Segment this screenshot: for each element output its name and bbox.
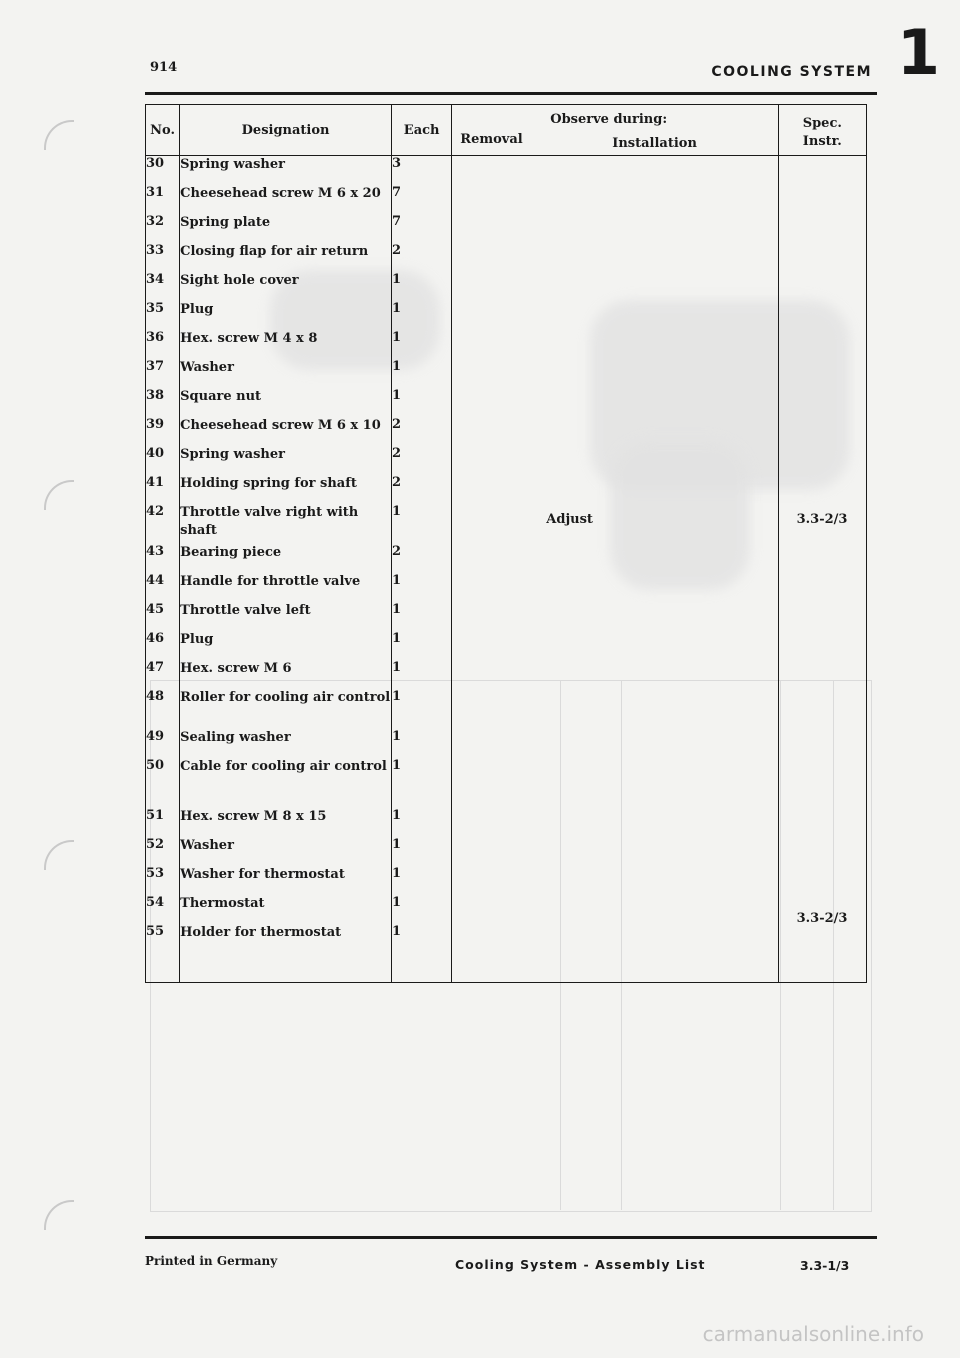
part-quantity: 2	[392, 544, 452, 573]
part-quantity: 1	[392, 301, 452, 330]
observe-cell	[452, 388, 778, 417]
part-designation: Spring washer	[180, 156, 392, 185]
observe-cell	[452, 475, 778, 504]
spec-instr-cell	[778, 330, 866, 359]
observe-during-label: Observe during:	[550, 112, 668, 127]
part-number: 54	[146, 895, 180, 924]
table-row	[146, 837, 867, 866]
table-row	[146, 689, 867, 729]
part-designation: Throttle valve right with shaft	[180, 504, 392, 544]
observe-cell	[452, 417, 778, 446]
part-quantity: 1	[392, 729, 452, 758]
part-quantity: 1	[392, 573, 452, 602]
spec-instr-cell	[778, 866, 866, 895]
part-designation: Holding spring for shaft	[180, 475, 392, 504]
table-row	[146, 573, 867, 602]
table-row	[146, 446, 867, 475]
spec-instr-cell	[778, 729, 866, 758]
part-quantity: 1	[392, 388, 452, 417]
spec-instr-cell	[778, 544, 866, 573]
part-quantity: 1	[392, 758, 452, 808]
spec-instr-cell	[778, 388, 866, 417]
spec-instr-cell	[778, 446, 866, 475]
table-row	[146, 388, 867, 417]
part-number: 42	[146, 504, 180, 544]
part-quantity: 1	[392, 924, 452, 983]
part-number: 43	[146, 544, 180, 573]
part-quantity: 2	[392, 243, 452, 272]
part-quantity: 1	[392, 808, 452, 837]
part-designation: Hex. screw M 8 x 15	[180, 808, 392, 837]
spec-instr-cell	[778, 156, 866, 185]
header-rule	[145, 92, 877, 95]
part-designation: Spring plate	[180, 214, 392, 243]
part-quantity: 1	[392, 866, 452, 895]
part-number: 55	[146, 924, 180, 983]
table-row	[146, 185, 867, 214]
spec-instr-cell	[778, 631, 866, 660]
part-number: 36	[146, 330, 180, 359]
spec-label: Spec.	[802, 116, 842, 131]
footer-rule	[145, 1236, 877, 1239]
part-quantity: 1	[392, 602, 452, 631]
instr-label: Instr.	[802, 134, 842, 149]
observe-cell	[452, 808, 778, 837]
spec-instr-cell	[778, 689, 866, 729]
part-designation: Plug	[180, 301, 392, 330]
table-row	[146, 301, 867, 330]
part-quantity: 1	[392, 895, 452, 924]
spec-instr-cell	[778, 214, 866, 243]
part-designation: Closing flap for air return	[180, 243, 392, 272]
chapter-number: 1	[896, 16, 940, 89]
part-designation: Handle for throttle valve	[180, 573, 392, 602]
observe-cell	[452, 573, 778, 602]
table-body	[146, 156, 867, 983]
part-quantity: 1	[392, 837, 452, 866]
part-designation: Washer	[180, 837, 392, 866]
spec-reference: 3.3-2/3	[796, 511, 848, 527]
table-header-row	[146, 105, 867, 156]
footer-title: Cooling System - Assembly List	[455, 1257, 706, 1272]
part-quantity: 3	[392, 156, 452, 185]
part-quantity: 1	[392, 631, 452, 660]
part-designation: Plug	[180, 631, 392, 660]
observe-cell	[452, 214, 778, 243]
observe-cell	[452, 602, 778, 631]
table-row	[146, 866, 867, 895]
column-header-designation: Designation	[180, 105, 392, 156]
part-number: 35	[146, 301, 180, 330]
table-row	[146, 330, 867, 359]
part-quantity: 2	[392, 446, 452, 475]
spec-instr-cell	[778, 660, 866, 689]
part-designation: Sight hole cover	[180, 272, 392, 301]
table-row	[146, 475, 867, 504]
part-designation: Cheesehead screw M 6 x 10	[180, 417, 392, 446]
part-number: 46	[146, 631, 180, 660]
part-number: 52	[146, 837, 180, 866]
binder-hole-mark	[44, 120, 74, 150]
part-designation: Cable for cooling air control	[180, 758, 392, 808]
observe-cell	[452, 272, 778, 301]
part-quantity: 1	[392, 689, 452, 729]
table-row	[146, 602, 867, 631]
part-quantity: 1	[392, 272, 452, 301]
table-row	[146, 214, 867, 243]
spec-instr-cell	[778, 895, 866, 924]
column-header-no: No.	[146, 105, 180, 156]
part-number: 33	[146, 243, 180, 272]
table-row	[146, 544, 867, 573]
part-designation: Holder for thermostat	[180, 924, 392, 983]
spec-instr-cell	[778, 301, 866, 330]
spec-instr-cell	[778, 758, 866, 808]
column-header-each: Each	[392, 105, 452, 156]
spec-instr-cell	[778, 359, 866, 388]
spec-instr-cell	[778, 504, 866, 544]
spec-instr-cell	[778, 185, 866, 214]
printed-in-label: Printed in Germany	[145, 1254, 278, 1268]
observe-cell	[452, 689, 778, 729]
part-number: 49	[146, 729, 180, 758]
table-row	[146, 243, 867, 272]
part-quantity: 1	[392, 330, 452, 359]
watermark: carmanualsonline.info	[702, 1322, 924, 1346]
observe-cell	[452, 660, 778, 689]
part-number: 47	[146, 660, 180, 689]
observe-cell	[452, 446, 778, 475]
observe-cell	[452, 301, 778, 330]
binder-hole-mark	[44, 480, 74, 510]
installation-label: Installation	[612, 136, 697, 151]
table-row	[146, 808, 867, 837]
part-designation: Washer	[180, 359, 392, 388]
part-number: 37	[146, 359, 180, 388]
observe-cell	[452, 359, 778, 388]
table-row	[146, 359, 867, 388]
part-quantity: 1	[392, 504, 452, 544]
part-designation: Spring washer	[180, 446, 392, 475]
part-designation: Square nut	[180, 388, 392, 417]
observe-cell	[452, 729, 778, 758]
binder-hole-mark	[44, 1200, 74, 1230]
table-row	[146, 504, 867, 544]
part-designation: Thermostat	[180, 895, 392, 924]
table-row	[146, 895, 867, 924]
table-row	[146, 660, 867, 689]
part-number: 50	[146, 758, 180, 808]
table-row	[146, 631, 867, 660]
table-row	[146, 758, 867, 808]
spec-instr-cell	[778, 924, 866, 983]
part-number: 39	[146, 417, 180, 446]
part-quantity: 1	[392, 359, 452, 388]
observe-cell	[452, 866, 778, 895]
part-number: 34	[146, 272, 180, 301]
part-number: 38	[146, 388, 180, 417]
spec-instr-cell	[778, 417, 866, 446]
part-number: 45	[146, 602, 180, 631]
part-quantity: 7	[392, 214, 452, 243]
observe-cell	[452, 504, 778, 544]
spec-instr-cell	[778, 272, 866, 301]
part-number: 48	[146, 689, 180, 729]
part-designation: Bearing piece	[180, 544, 392, 573]
footer-page-ref: 3.3-1/3	[800, 1258, 850, 1273]
observe-cell	[452, 156, 778, 185]
part-number: 51	[146, 808, 180, 837]
table-row	[146, 156, 867, 185]
page-number: 914	[150, 60, 178, 75]
part-number: 40	[146, 446, 180, 475]
part-quantity: 1	[392, 660, 452, 689]
table-row	[146, 924, 867, 983]
spec-instr-cell	[778, 837, 866, 866]
observe-cell	[452, 924, 778, 983]
observe-cell	[452, 544, 778, 573]
observe-cell	[452, 837, 778, 866]
part-number: 32	[146, 214, 180, 243]
part-designation: Hex. screw M 4 x 8	[180, 330, 392, 359]
spec-instr-cell	[778, 243, 866, 272]
part-number: 31	[146, 185, 180, 214]
part-designation: Hex. screw M 6	[180, 660, 392, 689]
column-header-spec	[778, 105, 866, 156]
observe-cell	[452, 185, 778, 214]
observe-cell	[452, 631, 778, 660]
spec-instr-cell	[778, 808, 866, 837]
assembly-parts-table	[145, 104, 867, 983]
table-row	[146, 729, 867, 758]
part-designation: Roller for cooling air control	[180, 689, 392, 729]
part-number: 53	[146, 866, 180, 895]
table-row	[146, 272, 867, 301]
part-quantity: 2	[392, 475, 452, 504]
removal-label: Removal	[460, 132, 523, 147]
part-number: 30	[146, 156, 180, 185]
column-header-observe	[452, 105, 778, 156]
table-row	[146, 417, 867, 446]
part-designation: Sealing washer	[180, 729, 392, 758]
part-designation: Throttle valve left	[180, 602, 392, 631]
part-quantity: 2	[392, 417, 452, 446]
binder-hole-mark	[44, 840, 74, 870]
observe-cell	[452, 243, 778, 272]
spec-instr-cell	[778, 475, 866, 504]
observe-cell	[452, 330, 778, 359]
spec-instr-cell	[778, 573, 866, 602]
spec-reference: 3.3-2/3	[796, 910, 848, 926]
observe-cell	[452, 895, 778, 924]
part-designation: Cheesehead screw M 6 x 20	[180, 185, 392, 214]
part-number: 44	[146, 573, 180, 602]
part-number: 41	[146, 475, 180, 504]
section-title: COOLING SYSTEM	[711, 64, 872, 80]
installation-note: Adjust	[546, 511, 593, 527]
part-quantity: 7	[392, 185, 452, 214]
observe-cell	[452, 758, 778, 808]
spec-instr-cell	[778, 602, 866, 631]
part-designation: Washer for thermostat	[180, 866, 392, 895]
